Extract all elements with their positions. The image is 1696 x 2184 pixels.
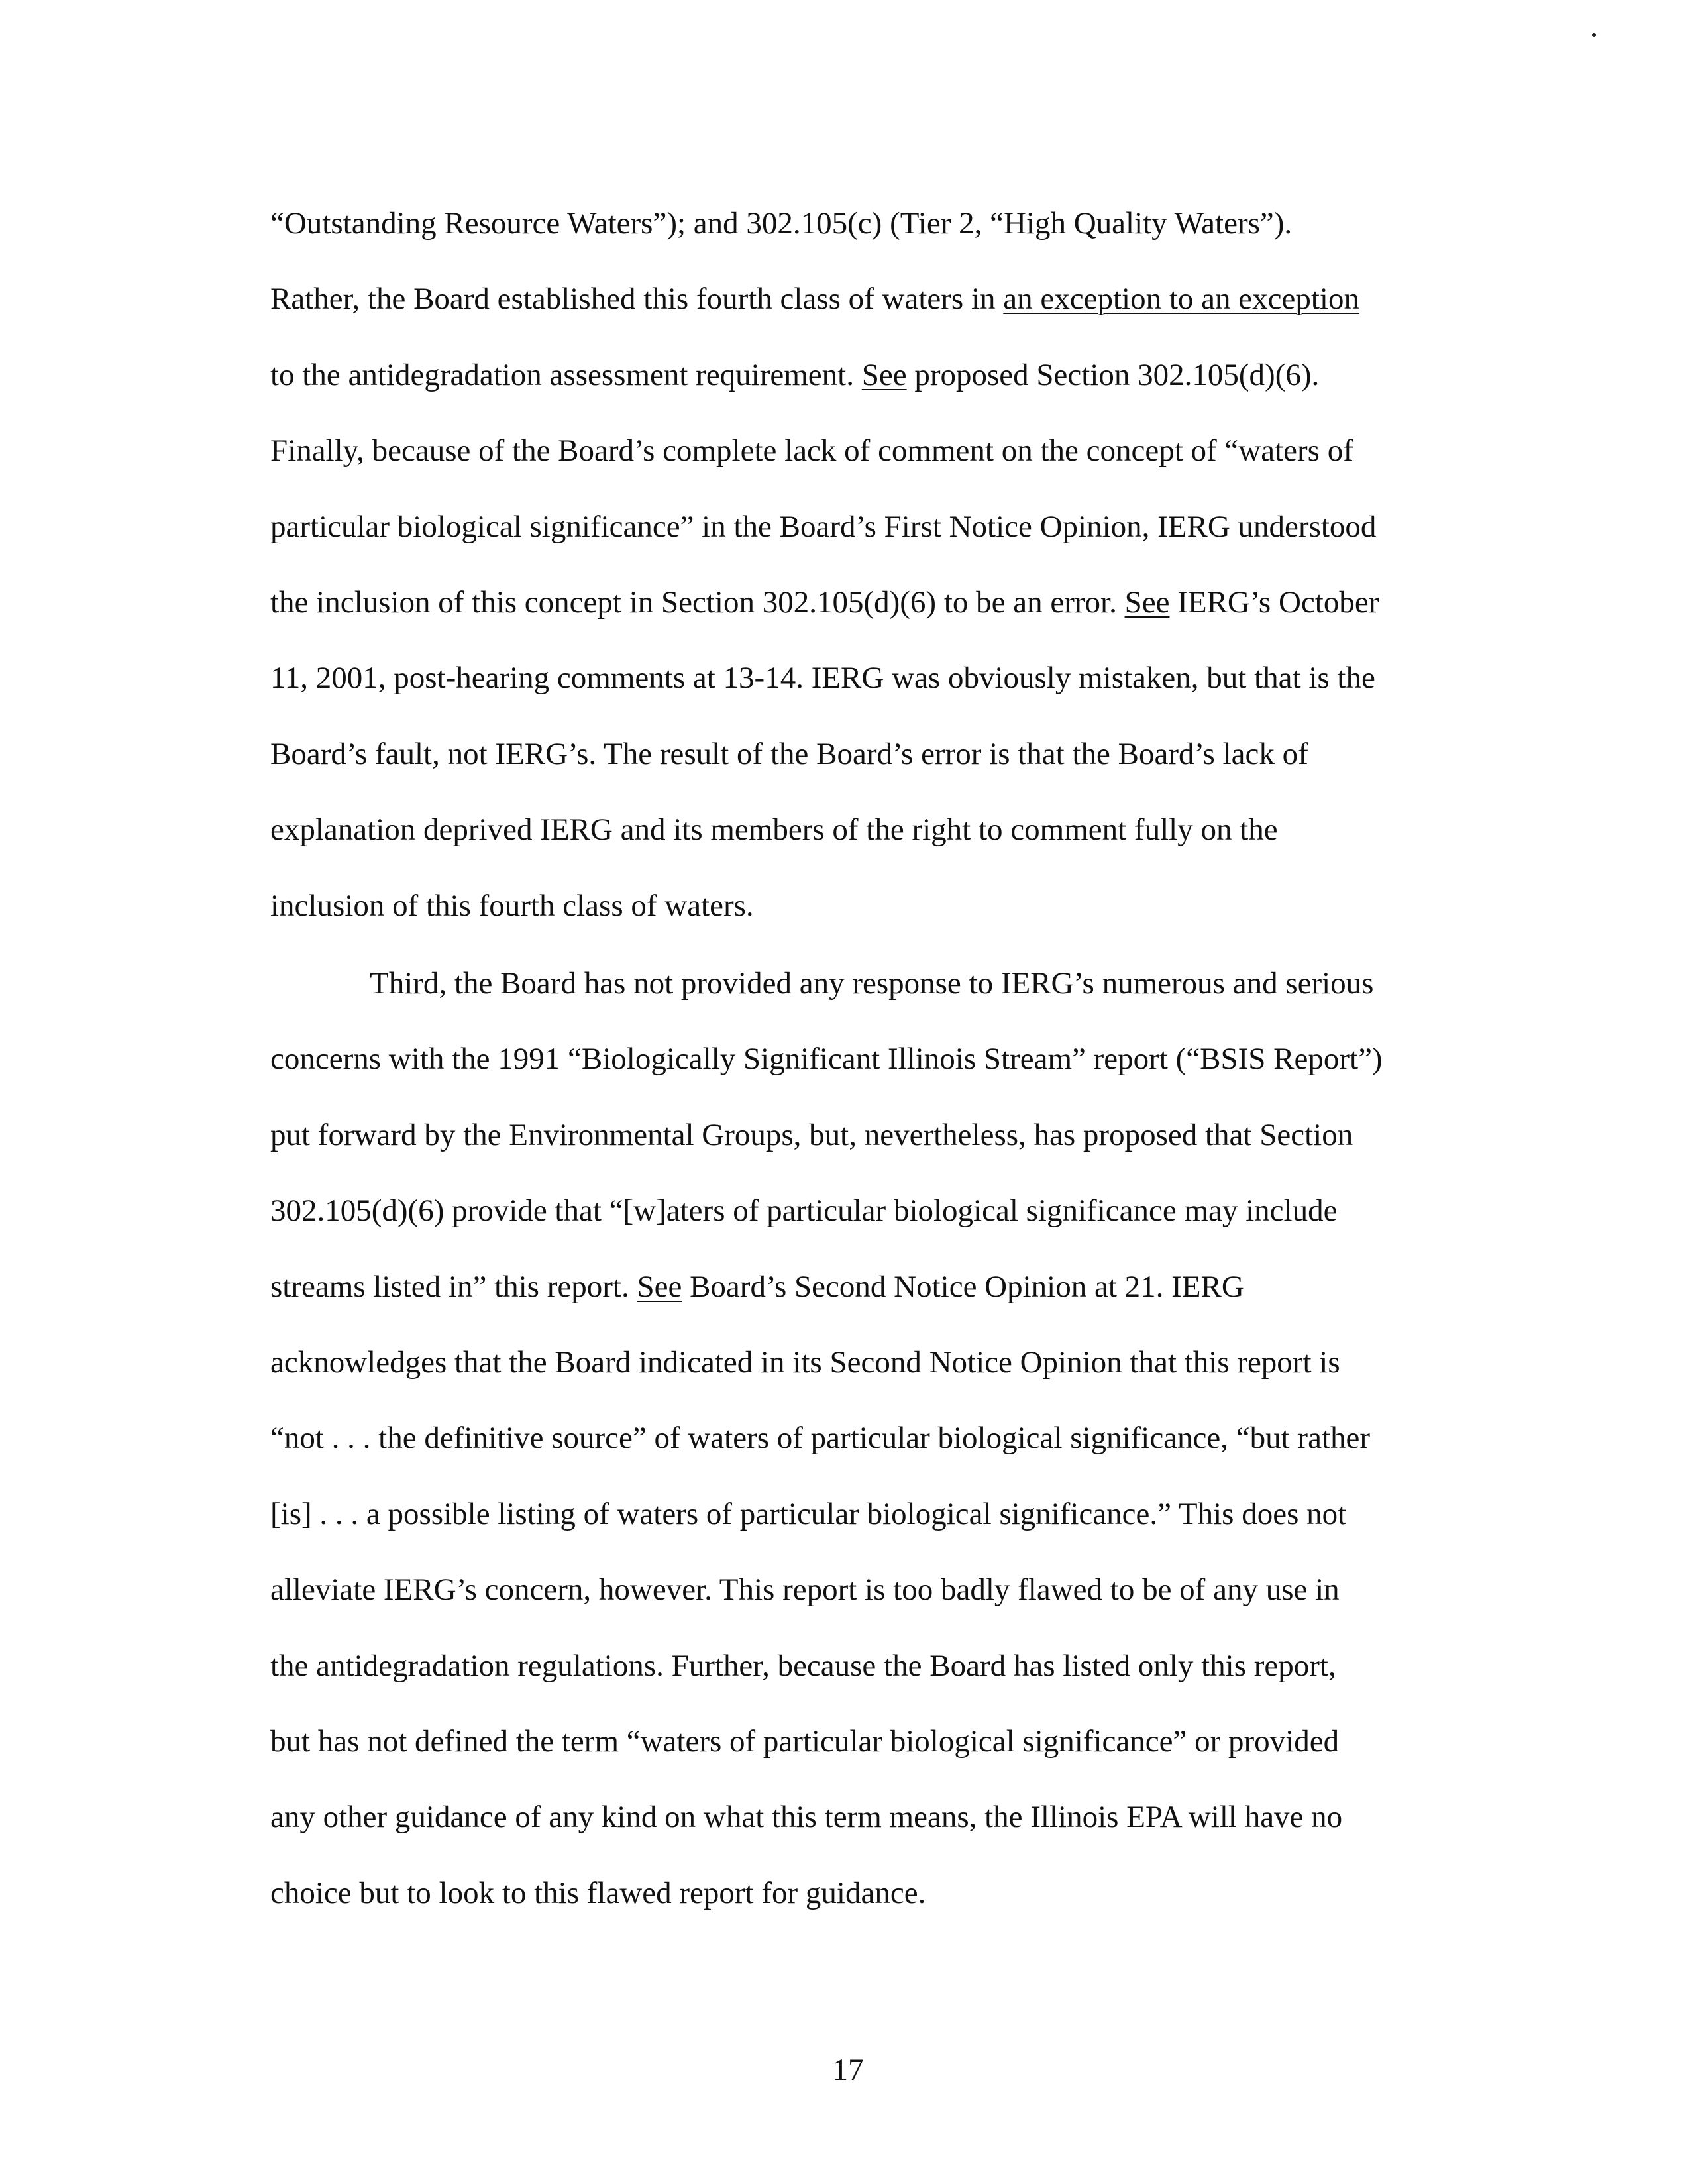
text-line: “Outstanding Resource Waters”); and 302.105(c) (Tier 2, “High Quality Waters”). xyxy=(270,206,1293,241)
text-run: Board’s Second Notice Opinion at 21. IERG xyxy=(682,1269,1244,1304)
paragraph-2 xyxy=(270,946,1476,1931)
text-line: 11, 2001, post-hearing comments at 13-14. IERG was obviously mistaken, but that is the xyxy=(270,661,1375,696)
text-line xyxy=(270,1249,1476,1325)
text-run: IERG’s October xyxy=(1169,585,1379,620)
text-run: proposed Section 302.105(d)(6). xyxy=(906,357,1320,392)
text-line: inclusion of this fourth class of waters. xyxy=(270,888,754,923)
text-line: explanation deprived IERG and its members of the right to comment fully on the xyxy=(270,812,1278,847)
text-line: alleviate IERG’s concern, however. This report is too badly flawed to be of any use in xyxy=(270,1572,1340,1608)
paragraph-1 xyxy=(270,186,1476,944)
text-run: Rather, the Board established this fourth class of waters in xyxy=(270,282,1004,317)
text-line: Board’s fault, not IERG’s. The result of the Board’s error is that the Board’s lack of xyxy=(270,736,1308,771)
text-line xyxy=(270,946,1476,1021)
text-run: streams listed in” this report. xyxy=(270,1269,637,1304)
text-line xyxy=(270,565,1476,640)
text-line: any other guidance of any kind on what this term means, the Illinois EPA will have no xyxy=(270,1800,1343,1835)
text-line: particular biological significance” in the Board’s First Notice Opinion, IERG understood xyxy=(270,509,1377,544)
scan-speck xyxy=(1592,33,1596,37)
text-line: 302.105(d)(6) provide that “[w]aters of particular biological significance may include xyxy=(270,1193,1338,1228)
text-line: “not . . . the definitive source” of waters of particular biological significance, “but rather xyxy=(270,1421,1371,1456)
text-line: concerns with the 1991 “Biologically Significant Illinois Stream” report (“BSIS Report”) xyxy=(270,1042,1383,1077)
see-citation-signal: See xyxy=(1124,585,1170,620)
text-line xyxy=(270,337,1476,413)
see-citation-signal: See xyxy=(637,1269,682,1304)
text-line: [is] . . . a possible listing of waters of particular biological significance.” This does not xyxy=(270,1496,1347,1531)
page-number: 17 xyxy=(832,2053,864,2087)
text-line: the antidegradation regulations. Further, because the Board has listed only this report, xyxy=(270,1648,1336,1683)
see-citation-signal: See xyxy=(861,357,907,392)
text-run: Third, the Board has not provided any response to IERG’s numerous and serious xyxy=(370,966,1374,1001)
underlined-phrase: an exception to an exception xyxy=(1003,282,1359,317)
text-run: to the antidegradation assessment requirement. xyxy=(270,357,862,392)
text-line: Finally, because of the Board’s complete lack of comment on the concept of “waters of xyxy=(270,433,1353,468)
text-run: the inclusion of this concept in Section 302.105(d)(6) to be an error. xyxy=(270,585,1125,620)
text-line: choice but to look to this flawed report for guidance. xyxy=(270,1875,926,1910)
text-line: acknowledges that the Board indicated in its Second Notice Opinion that this report is xyxy=(270,1345,1340,1380)
text-line xyxy=(270,261,1476,337)
text-line: but has not defined the term “waters of particular biological significance” or provided xyxy=(270,1724,1340,1759)
text-line: put forward by the Environmental Groups, but, nevertheless, has proposed that Section xyxy=(270,1117,1353,1152)
